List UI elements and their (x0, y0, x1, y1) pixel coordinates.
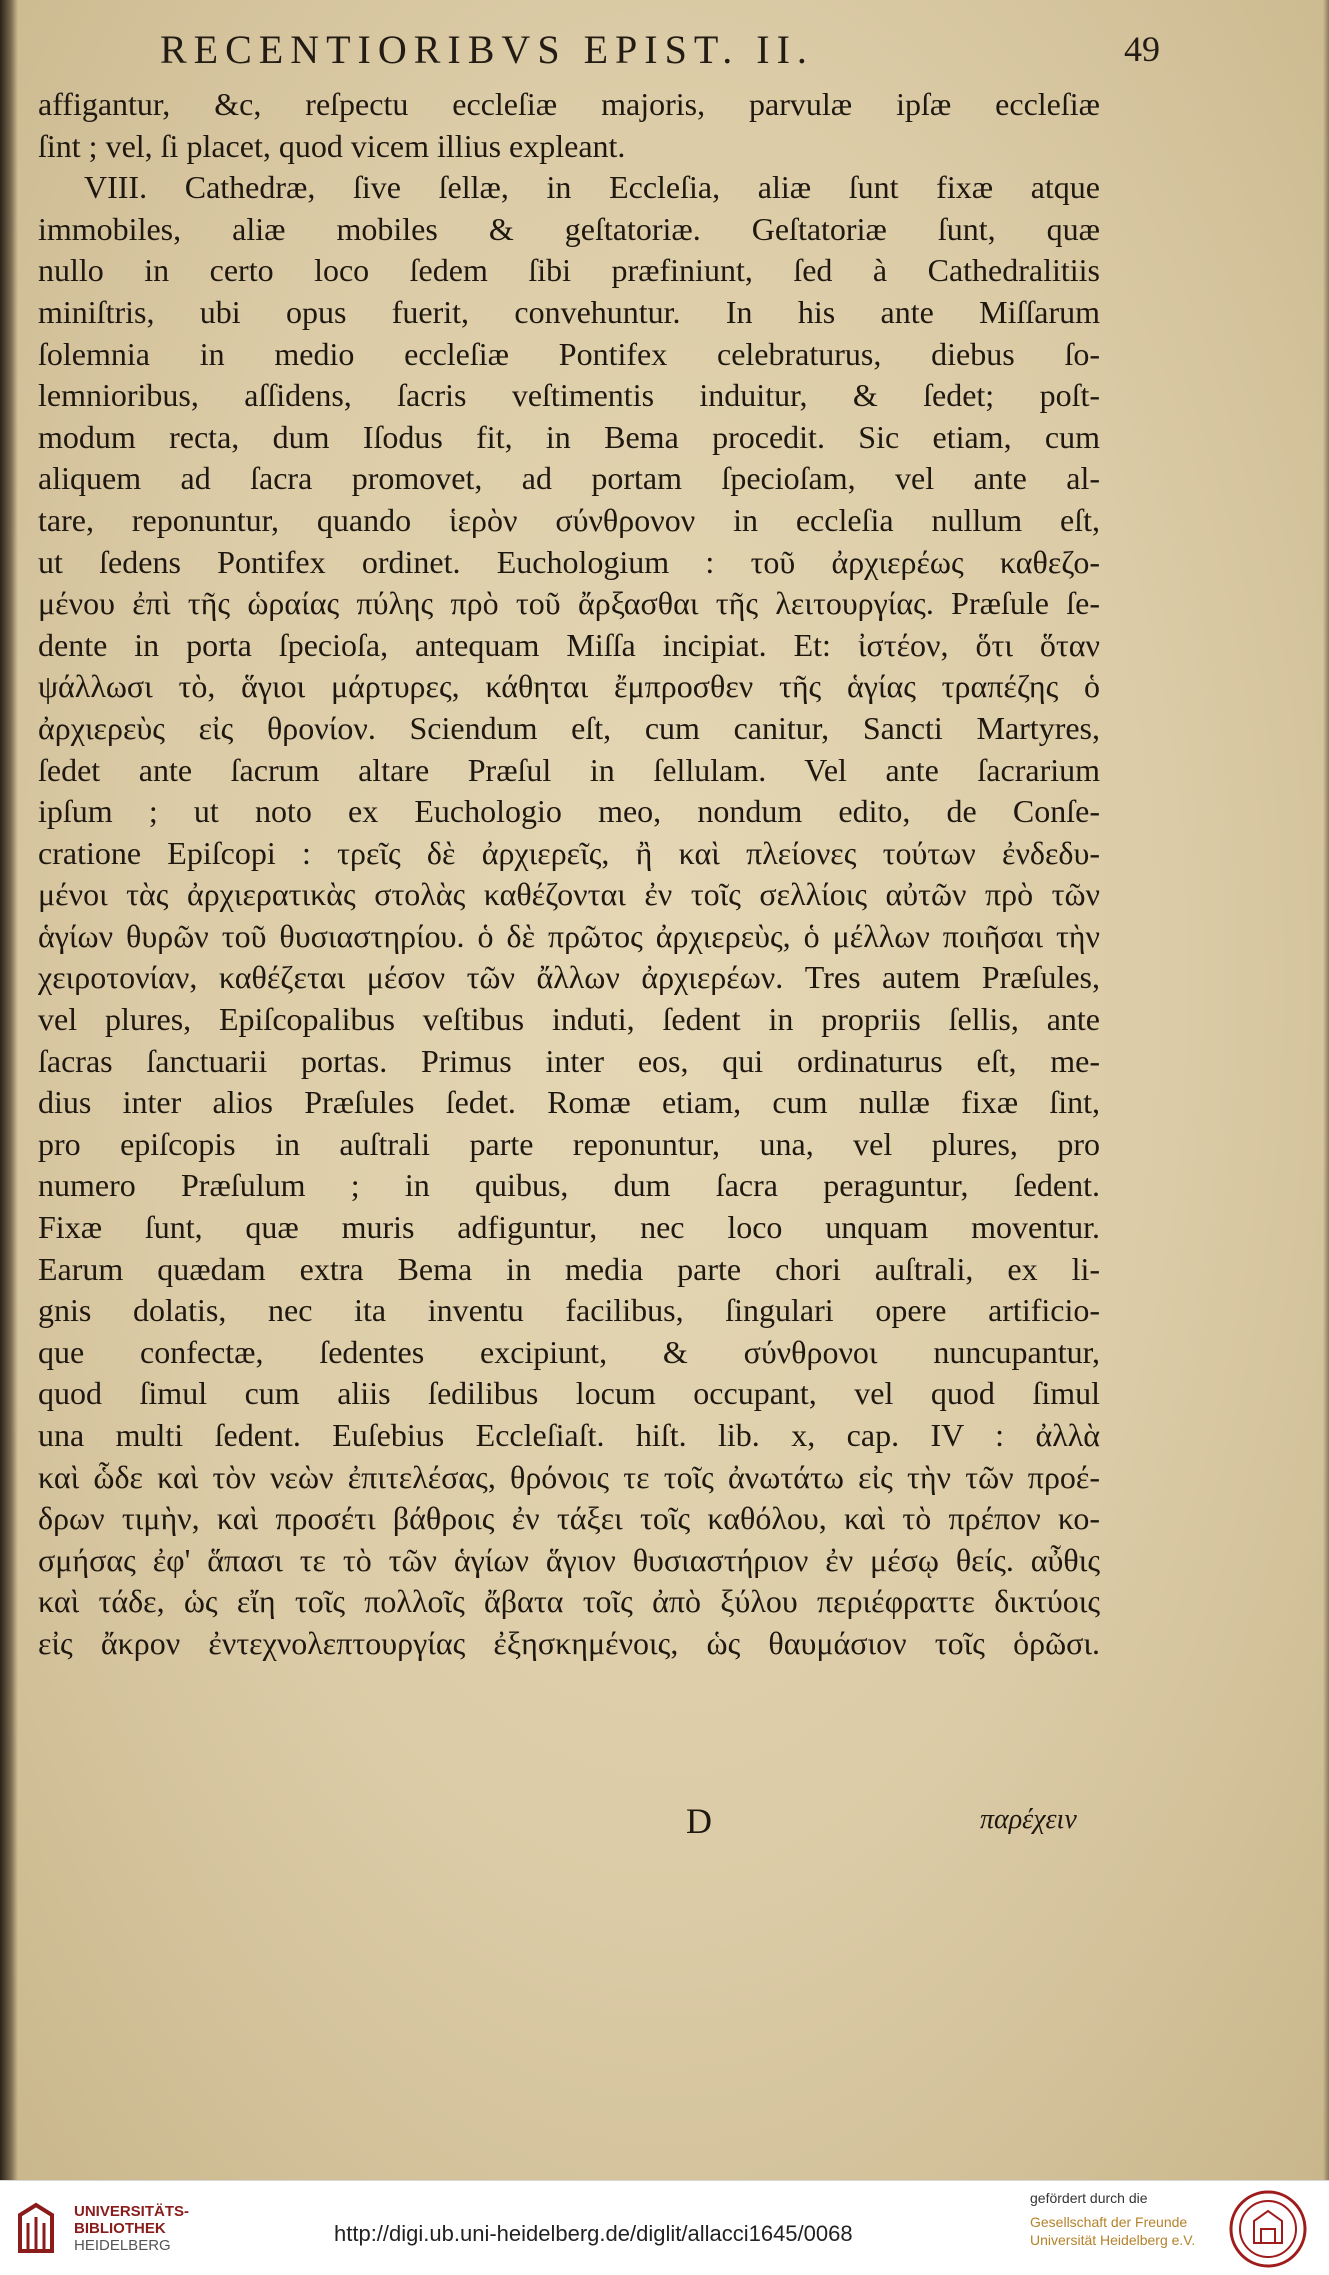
digitization-footer (0, 2180, 1329, 2275)
body-text (38, 84, 1100, 1665)
page-number: 49 (1124, 29, 1160, 69)
text-line: ſolemnia in medio eccleſiæ Pontifex celebraturus, diebus ſo- (38, 335, 1100, 372)
text-line: μένοι τὰς ἀρχιερατικὰς στολὰς καθέζονται ἐν τοῖς σελλίοις αὐτῶν πρὸ τῶν (38, 876, 1100, 913)
page-edge (1323, 0, 1329, 2180)
sponsor-label: gefördert durch die (1030, 2190, 1148, 2206)
library-name-line1: UNIVERSITÄTS- (74, 2203, 190, 2220)
sponsor-name (1030, 2213, 1230, 2249)
text-line: Earum quædam extra Bema in media parte chori auſtrali, ex li- (38, 1250, 1100, 1287)
text-line: καὶ τάδε, ὡς εἴη τοῖς πολλοῖς ἄβατα τοῖς ἀπὸ ξύλου περιέφραττε δικτύοις (38, 1583, 1100, 1620)
text-line: gnis dolatis, nec ita inventu facilibus, ſingulari opere artificio- (38, 1292, 1100, 1329)
text-line: καὶ ὧδε καὶ τὸν νεὼν ἐπιτελέσας, θρόνοις τε τοῖς ἀνωτάτω εἰς τὴν τῶν προέ- (38, 1458, 1100, 1495)
text-line: aliquem ad ſacra promovet, ad portam ſpecioſam, vel ante al- (38, 460, 1100, 497)
text-line: quod ſimul cum aliis ſedilibus locum occupant, vel quod ſimul (38, 1375, 1100, 1412)
library-name (74, 2203, 189, 2254)
text-line: pro epiſcopis in auſtrali parte reponuntur, una, vel plures, pro (38, 1125, 1100, 1162)
text-line: nullo in certo loco ſedem ſibi præfiniunt, ſed à Cathedralitiis (38, 252, 1100, 289)
text-line: immobiles, aliæ mobiles & geſtatoriæ. Geſtatoriæ ſunt, quæ (38, 210, 1100, 247)
text-line: σμήσας ἐφ' ἅπασι τε τὸ τῶν ἁγίων ἅγιον θυσιαστήριον ἐν μέσῳ θείς. αὖθις (38, 1541, 1100, 1578)
sponsor-credit (1030, 2189, 1230, 2249)
permalink[interactable]: http://digi.ub.uni-heidelberg.de/diglit/allacci1645/0068 (334, 2221, 853, 2246)
university-seal-icon (1228, 2189, 1308, 2269)
library-logo-icon (14, 2201, 58, 2257)
text-line: tare, reponuntur, quando ἱερὸν σύνθρονον in eccleſia nullum eſt, (38, 501, 1100, 538)
text-line: dente in porta ſpecioſa, antequam Miſſa incipiat. Et: ἰστέον, ὅτι ὅταν (38, 626, 1100, 663)
text-line: una multi ſedent. Euſebius Eccleſiaſt. hiſt. lib. x, cap. IV : ἀλλὰ (38, 1417, 1100, 1453)
text-line: miniſtris, ubi opus fuerit, convehuntur. In his ante Miſſarum (38, 293, 1100, 330)
text-line: δρων τιμὴν, καὶ προσέτι βάθροις ἐν τάξει τοῖς καθόλου, καὶ τὸ πρέπον κο- (38, 1500, 1100, 1537)
text-line: ut ſedens Pontifex ordinet. Euchologium : τοῦ ἀρχιερέως καθεζο- (38, 543, 1100, 580)
text-line: ſint ; vel, ſi placet, quod vicem illius expleant. (38, 127, 626, 164)
text-line: affigantur, &c, reſpectu eccleſiæ majoris, parvulæ ipſæ eccleſiæ (38, 86, 1100, 122)
text-line: vel plures, Epiſcopalibus veſtibus induti, ſedent in propriis ſellis, ante (38, 1001, 1100, 1038)
text-line: χειροτονίαν, καθέζεται μέσον τῶν ἄλλων ἀρχιερέων. Tres autem Præſules, (38, 959, 1100, 996)
text-line: μένου ἐπὶ τῆς ὡραίας πύλης πρὸ τοῦ ἄρξασθαι τῆς λειτουργίας. Præſule ſe- (38, 585, 1100, 622)
library-name-line2: BIBLIOTHEK (74, 2220, 166, 2237)
text-line: ſacras ſanctuarii portas. Primus inter eos, qui ordinaturus eſt, me- (38, 1042, 1100, 1079)
text-line: modum recta, dum Iſodus fit, in Bema procedit. Sic etiam, cum (38, 418, 1100, 455)
binding-shadow (0, 0, 18, 2180)
sponsor-name-line2: Universität Heidelberg e.V. (1030, 2232, 1196, 2248)
text-line: ἀρχιερεὺς εἰς θρονίον. Sciendum eſt, cum canitur, Sancti Martyres, (38, 709, 1100, 746)
text-line: lemnioribus, aſſidens, ſacris veſtimentis induitur, & ſedet; poſt- (38, 377, 1100, 414)
running-title: RECENTIORIBVS EPIST. II. (160, 27, 814, 72)
text-line: ipſum ; ut noto ex Euchologio meo, nondum edito, de Conſe- (38, 793, 1100, 830)
text-line: ſedet ante ſacrum altare Præſul in ſellulam. Vel ante ſacrarium (38, 751, 1100, 788)
text-line: numero Præſulum ; in quibus, dum ſacra peraguntur, ſedent. (38, 1167, 1100, 1204)
text-line: dius inter alios Præſules ſedet. Romæ etiam, cum nullæ fixæ ſint, (38, 1084, 1100, 1121)
text-line: εἰς ἄκρον ἐντεχνολεπτουργίας ἐξησκημένοις, ὡς θαυμάσιον τοῖς ὁρῶσι. (38, 1624, 1100, 1661)
sponsor-name-line1: Gesellschaft der Freunde (1030, 2214, 1188, 2230)
signature-mark: D (686, 1801, 712, 1841)
text-line: ἁγίων θυρῶν τοῦ θυσιαστηρίου. ὁ δὲ πρῶτος ἀρχιερεὺς, ὁ μέλλων ποιῆσαι τὴν (38, 917, 1100, 954)
text-line: cratione Epiſcopi : τρεῖς δὲ ἀρχιερεῖς, ἢ καὶ πλείονες τούτων ἐνδεδυ- (38, 834, 1100, 871)
running-head (160, 20, 1160, 80)
text-line: ψάλλωσι τὸ, ἅγιοι μάρτυρες, κάθηται ἔμπροσθεν τῆς ἁγίας τραπέζης ὁ (38, 668, 1100, 705)
text-line: que confectæ, ſedentes excipiunt, & σύνθρονοι nuncupantur, (38, 1333, 1100, 1370)
text-line: VIII. Cathedræ, ſive ſellæ, in Eccleſia, aliæ ſunt fixæ atque (84, 169, 1100, 206)
text-line: Fixæ ſunt, quæ muris adfiguntur, nec loco unquam moventur. (38, 1209, 1100, 1246)
catchword: παρέχειν (980, 1804, 1077, 1835)
library-name-line3: HEIDELBERG (74, 2237, 171, 2254)
